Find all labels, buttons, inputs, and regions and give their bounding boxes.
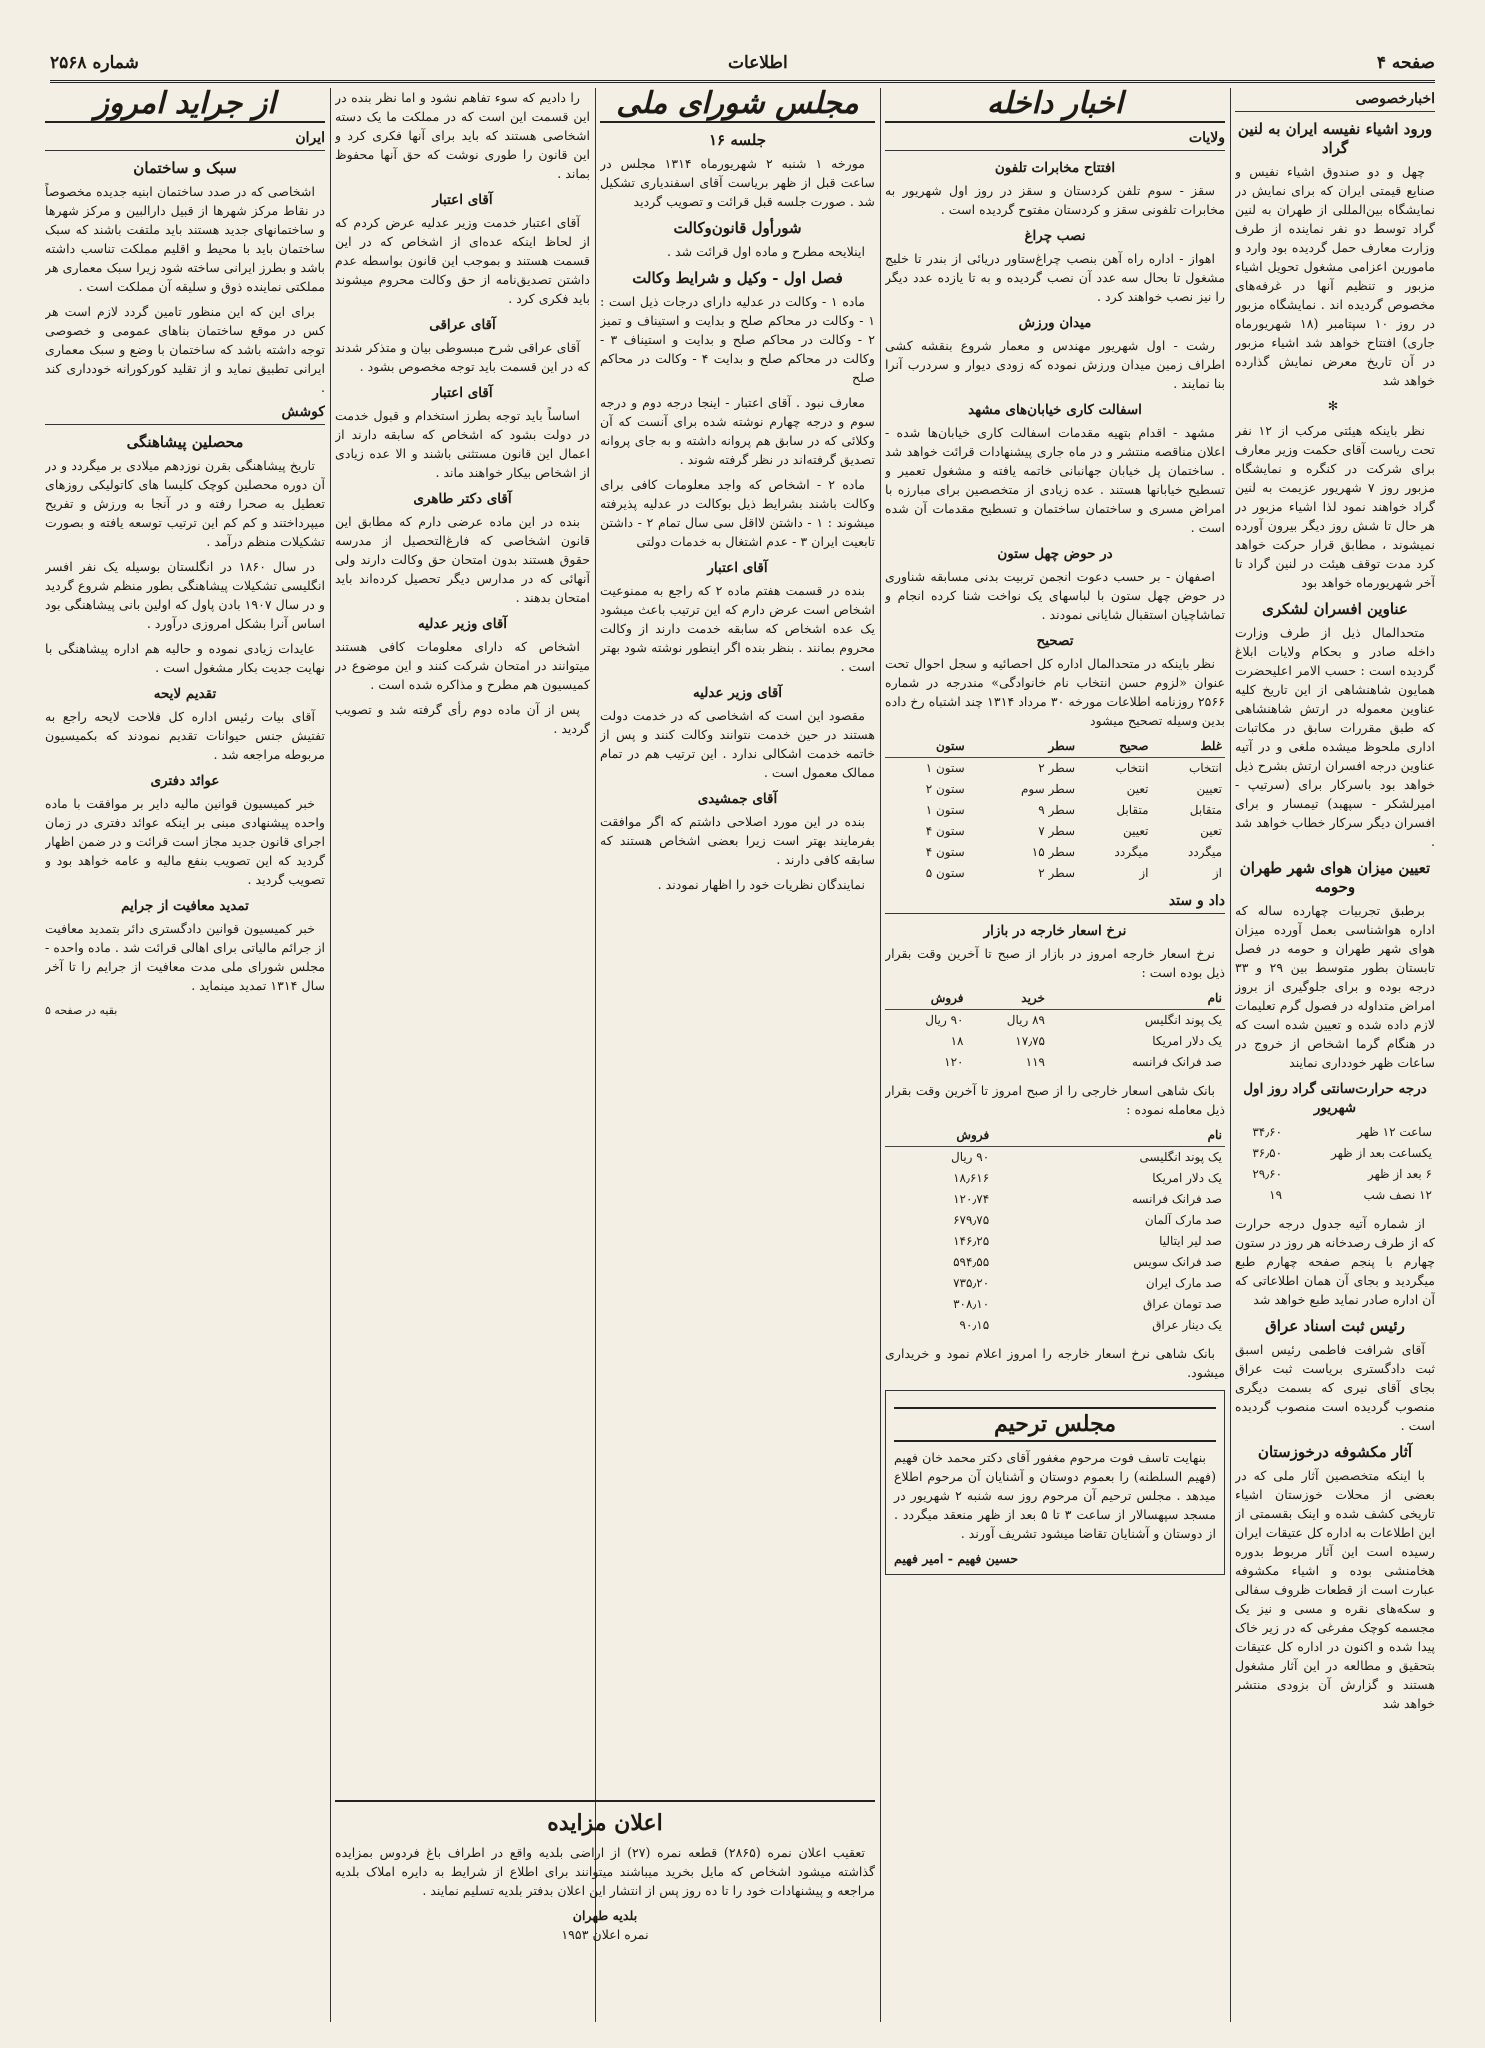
table-cell: صد مارک آلمان: [1144, 1213, 1222, 1227]
table-cell: یک دلار امریکا: [1152, 1034, 1222, 1048]
table-row: [885, 1031, 1225, 1052]
headline: نصب چراغ: [1024, 228, 1086, 244]
article-text: برای این که این منظور تامین گردد لازم است هر کس در موقع ساختمان بناهای عمومی و خصوصی توجه داشته باشد که ساختمان با وضع و سبک معماری ایرانی تطبیق نماید و از تقلید کورکورانه خودداری کند .: [45, 304, 325, 395]
article-text: سقز - سوم تلفن کردستان و سقز در روز اول شهریور به مخابرات تلفونی سقز و کردستان مفتوح گردیده است .: [885, 183, 1225, 217]
table-header: نام: [1048, 988, 1225, 1010]
table-cell: ستون ۴: [925, 845, 965, 859]
table-header-row: [885, 988, 1225, 1010]
table-row: [885, 1294, 1225, 1315]
table-row: [885, 1273, 1225, 1294]
article-text: آقای عراقی شرح مبسوطی بیان و متذکر شدند که در این قسمت باید توجه مخصوص بشود .: [335, 340, 590, 374]
headline: اسفالت کاری خیابان‌های مشهد: [968, 402, 1142, 418]
table-row: [885, 1010, 1225, 1032]
article-text: مورخه ۱ شنبه ۲ شهریورماه ۱۳۱۴ مجلس در ساعت قبل از ظهر بریاست آقای اسفندیاری تشکیل شد . صورت جلسه قبل قرائت و تصویب گردید: [600, 156, 875, 209]
article-text: تعقیب اعلان نمره (۲۸۶۵) قطعه نمره (۲۷) از اراضی بلدیه واقع در اطراف باغ فردوس بمزایده گذاشته میشود اشخاص که مایل بخرید میباشند میتوانند برای اطلاع از شرایط به دایره املاک بلدیه مراجعه و پیشنهادات خود را تا ده روز پس از انتشار این اعلان بدفتر بلدیه تسلیم نمایند .: [335, 1845, 875, 1898]
continued-note: بقیه در صفحه ۵: [45, 1004, 118, 1017]
table-cell: صد مارک ایران: [1145, 1276, 1222, 1290]
table-row: [885, 863, 1225, 884]
article-text: آقای بیات رئیس اداره کل فلاحت لایحه راجع به تفتیش جنس حیوانات تقدیم نمودند که بکمیسیون مربوطه مراجعه شد .: [45, 709, 325, 762]
table-header: نام: [992, 1125, 1225, 1147]
headline: در حوض چهل ستون: [997, 546, 1113, 562]
article-text: بانک شاهی اسعار خارجی را از صبح امروز تا آخرین وقت بقرار ذیل معامله نموده :: [885, 1083, 1225, 1117]
article-text: اهواز - اداره راه آهن بنصب چراغ‌ستاور دریائی از بندر تا خلیج مشغول تا بحال سه عدد آن نصب گردیده و به تا یازده عدد دیگر را نیز نصب خواهند کرد .: [885, 251, 1225, 304]
speaker-heading: آقای اعتبار: [432, 192, 493, 208]
masthead: [50, 46, 1435, 83]
article-text: نرخ اسعار خارجه امروز در بازار از صبح تا آخرین وقت بقرار ذیل بوده است :: [885, 946, 1225, 980]
auction-title: اعلان مزایده: [547, 1810, 663, 1836]
table-row: [1235, 1122, 1435, 1143]
table-cell: سطر ۲: [1038, 761, 1076, 775]
article-text: ماده ۲ - اشخاص که واجد معلومات کافی برای وکالت باشند بشرایط ذیل بوکالت در عدلیه پذیرفته میشوند : ۱ - داشتن لااقل سی سال تمام ۲ - داشتن تابعیت ایران ۳ - عدم اشتغال به خدمات دولتی: [600, 477, 875, 549]
headline: عوائد دفتری: [150, 773, 220, 789]
headline: عناوین افسران لشکری: [1262, 600, 1408, 618]
table-header-row: [885, 736, 1225, 758]
table-cell: صد فرانک سویس: [1133, 1255, 1222, 1269]
article-text: بنهایت تاسف فوت مرحوم مغفور آقای دکتر محمد خان فهیم (فهیم السلطنه) را بعموم دوستان و آشنایان آن مرحوم اطلاع میدهد . مجلس ترحیم آن مرحوم روز سه شنبه ۲ شهریور در مسجد سپهسالار از ساعت ۳ تا ۵ بعد از ظهر منعقد میگردد . از دوستان و آشنایان تقاضا میشود تشریف آورند .: [894, 1450, 1216, 1541]
table-cell: میگردد: [1114, 845, 1149, 859]
article-text: اشخاص که دارای معلومات کافی هستند میتوانند در امتحان شرکت کنند و این موضوع در کمیسیون هم مطرح و مذاکره شده است .: [335, 639, 590, 692]
table-cell: ساعت ۱۲ ظهر: [1357, 1125, 1432, 1139]
article-text: آقای اعتبار خدمت وزیر عدلیه عرض کردم که از لحاظ اینکه عده‌ای از اشخاص که در این قسمت هستند و بموجب این قانون بواسطه عدم داشتن تصدیق‌نامه از حق وکالت محروم میشوند باید فکری کرد .: [335, 215, 590, 306]
table-cell: متقابل: [1189, 803, 1222, 817]
table-row: [1235, 1185, 1435, 1206]
article-text: از شماره آتیه جدول درجه حرارت که از طرف رصدخانه هر روز در ستون چهارم با پنجم صفحه چهارم طبع میگردید و بجای آن همان اطلاعاتی که آن اداره صادر نماید طبع خواهد شد: [1235, 1216, 1435, 1307]
section-banner: مجلس شورای ملی: [600, 88, 875, 123]
article-text: پس از آن ماده دوم رأی گرفته شد و تصویب گردید .: [335, 702, 590, 736]
table-row: [885, 758, 1225, 780]
section-tag: ایران: [45, 129, 325, 151]
table-cell: ۷۳۵٫۲۰: [953, 1276, 990, 1290]
table-cell: ۳۶٫۵۰: [1252, 1146, 1283, 1160]
table-row: [1235, 1143, 1435, 1164]
signature: بلدیه طهران: [572, 1908, 638, 1923]
memorial-notice: [885, 1390, 1225, 1575]
headline: فصل اول - وکیل و شرایط وکالت: [632, 269, 843, 287]
table-header: سطر: [968, 736, 1078, 758]
article-text: اینلایحه مطرح و ماده اول قرائت شد .: [667, 244, 865, 259]
headline: تقدیم لایحه: [153, 686, 217, 702]
table-header: غلط: [1152, 736, 1225, 758]
divider-ornament: ✻: [1327, 398, 1343, 413]
article-text: ماده ۱ - وکالت در عدلیه دارای درجات ذیل است : ۱ - وکالت در محاکم صلح و بدایت و استیناف و تمیز ۲ - وکالت در محاکم صلح و بدایت و استیناف ۳ - وکالت در محاکم صلح و بدایت ۴ - وکالت در محاکم صلح: [600, 294, 875, 385]
page-number: صفحه ۴: [1376, 53, 1435, 73]
table-cell: میگردد: [1188, 845, 1222, 859]
table-row: [885, 1052, 1225, 1073]
notice-number: نمره اعلان ۱۹۵۳: [561, 1927, 649, 1942]
section-tag: اخبارخصوصی: [1235, 90, 1435, 112]
article-text: در سال ۱۸۶۰ در انگلستان بوسیله یک نفر افسر انگلیسی تشکیلات پیشاهنگی بطور منظم شروع گردید و در سال ۱۹۰۷ بادن پاول که اولین بانی پیشاهنگی بود اساس آنرا بشکل امروزی درآورد .: [45, 559, 325, 631]
article-text: اصفهان - بر حسب دعوت انجمن تربیت بدنی مسابقه شناوری در حوض چهل ستون با لباسهای یک نواخت شنا کرده انجام و تماشاچیان استقبال شایانی نمودند .: [885, 569, 1225, 622]
table-cell: یک دینار عراق: [1152, 1318, 1222, 1332]
table-cell: سطر ۲: [1038, 866, 1076, 880]
headline: تعیین میزان هوای شهر طهران وحومه: [1239, 859, 1431, 896]
headline: میدان ورزش: [1018, 315, 1092, 331]
column-rule: [880, 88, 881, 2022]
table-cell: ۲۹٫۶۰: [1252, 1167, 1283, 1181]
table-cell: ۳۴٫۶۰: [1252, 1125, 1283, 1139]
table-cell: ستون ۱: [925, 803, 965, 817]
table-header: فروش: [885, 1125, 992, 1147]
table-cell: تعین: [1126, 782, 1149, 796]
table-cell: ۶ بعد از ظهر: [1367, 1167, 1432, 1181]
table-row: [885, 1231, 1225, 1252]
table-cell: صد فرانک فرانسه: [1131, 1055, 1222, 1069]
speaker-heading: آقای وزیر عدلیه: [417, 616, 508, 632]
table-row: [885, 842, 1225, 863]
article-text: نظر باینکه هیئتی مرکب از ۱۲ نفر تحت ریاست آقای حکمت وزیر معارف برای شرکت در کنگره و نمایشگاه مزبور روز ۷ شهریور عزیمت به لنین گراد خواهند نمود لذا اشیاء مزبور در هر حال تا شش روز دیگر بیرون آورده نمیشوند ، مطابق قرار حرکت خواهد کرد مدت توقف هیئت در لنین گراد تا آخر شهریورماه خواهد بود: [1235, 423, 1435, 590]
exchange-rate-table: [885, 988, 1225, 1073]
article-text: نمایندگان نظریات خود را اظهار نمودند .: [657, 877, 865, 892]
article-text: چهل و دو صندوق اشیاء نفیس و صنایع قیمتی ایران که برای نمایش در نمایشگاه بین‌المللی از طهران به لنین گراد توسط دو نفر نماینده از طرف وزارت معارف حمل گردیده بود وارد و مامورین اعزامی مشغول تحویل اشیاء مزبور و تنظیم آنها در غرفه‌های مخصوص گردیده اند . نمایشگاه مزبور در روز ۱۰ سپتامبر (۱۸ شهریورماه جاری) افتتاح خواهد شد اشیاء مزبور در آن تاریخ معرض نمایش گذارده خواهد شد: [1235, 164, 1435, 388]
headline: تمدید معافیت از جرایم: [121, 898, 249, 914]
headline: تصحیح: [1036, 633, 1074, 649]
table-cell: ستون ۴: [925, 824, 965, 838]
section-banner: از جراید امروز: [45, 88, 325, 123]
table-row: [885, 1252, 1225, 1273]
table-row: [885, 821, 1225, 842]
table-cell: ۸۹ ریال: [1006, 1013, 1045, 1027]
table-header: ستون: [885, 736, 968, 758]
table-cell: ستون ۱: [925, 761, 965, 775]
column-rule: [595, 88, 596, 2022]
headline: رئیس ثبت اسناد عراق: [1265, 1317, 1405, 1335]
table-cell: ۱۸: [950, 1034, 964, 1048]
issue-number: شماره ۲۵۶۸: [50, 53, 139, 73]
table-cell: تعین: [1200, 824, 1222, 838]
table-cell: ۹۰ ریال: [950, 1150, 990, 1164]
table-cell: صد فرانک فرانسه: [1131, 1192, 1222, 1206]
table-cell: ستون ۵: [925, 866, 965, 880]
speaker-heading: آقای اعتبار: [707, 560, 768, 576]
bank-rate-table: [885, 1125, 1225, 1336]
headline: درجه حرارت‌سانتی گراد روز اول شهریور: [1243, 1081, 1427, 1116]
table-cell: ۹۰٫۱۵: [959, 1318, 990, 1332]
table-cell: سطر ۹: [1038, 803, 1076, 817]
article-text: مقصود این است که اشخاصی که در خدمت دولت هستند در حین خدمت نتوانند وکالت کنند و پس از خاتمه خدمت اشکالی ندارد . این ترتیب هم در تمام ممالک معمول است .: [600, 708, 875, 780]
section-banner: اخبار داخله: [885, 88, 1225, 123]
article-text: آقای شرافت فاطمی رئیس اسبق ثبت دادگستری بریاست ثبت عراق بجای آقای نیری که بسمت دیگری منصوب گردیده است منصوب گردیده است .: [1235, 1342, 1435, 1433]
table-row: [885, 779, 1225, 800]
table-row: [885, 800, 1225, 821]
headline: ورود اشیاء نفیسه ایران به لنین گراد: [1237, 120, 1433, 157]
table-cell: متقابل: [1116, 803, 1149, 817]
headline: شورأول قانون‌وکالت: [673, 219, 802, 237]
article-text: را دادیم که سوء تفاهم نشود و اما نظر بنده در این قسمت این است که در مملکت ما یک دسته اشخاصی هستند که باید برای آنها فکری کرد و این قانون را طوری نوشت که حق آنها محفوظ بماند .: [335, 90, 590, 181]
section-tag: داد و ستد: [885, 892, 1225, 914]
speaker-heading: آقای اعتبار: [432, 385, 493, 401]
speaker-heading: آقای وزیر عدلیه: [692, 685, 783, 701]
table-row: [885, 1189, 1225, 1210]
article-text: متحدالمال ذیل از طرف وزارت داخله صادر و بحکام ولایات ابلاغ گردیده است : حسب الامر اعلیحضرت همایون شاهنشاهی از این تاریخ کلیه عناوین معموله در ارتش شاهنشاهی که طبق مقررات سابق در مکاتبات اداری ملحوظ میشده ملغی و در آتیه عناوین درجه افسران ارتش بشرح ذیل خواهد بود باسرکار برای (سرتیپ - امیرلشکر - سپهبد) تیمسار و برای افسران دیگر سرکار خطاب خواهد شد .: [1235, 625, 1435, 849]
table-cell: صد تومان عراق: [1143, 1297, 1222, 1311]
column-press-review: [45, 88, 325, 2022]
table-cell: ۱۲ نصف شب: [1363, 1188, 1432, 1202]
column-parliament: [600, 88, 875, 1788]
article-text: خبر کمیسیون قوانین دادگستری دائر بتمدید معافیت از جرائم مالیاتی برای اهالی قرائت شد . ماده واحده - مجلس شورای ملی مدت معافیت از جرایم را تا آخر سال ۱۳۱۴ تمدید مینماید .: [45, 921, 325, 993]
article-text: نظر باینکه در متحدالمال اداره کل احصائیه و سجل احوال تحت عنوان «لزوم حسن انتخاب نام خانوادگی» مندرجه در شماره ۲۵۶۶ روزنامه اطلاعات مورخه ۳۰ مرداد ۱۳۱۴ چند اشتباه رخ داده بدین وسیله تصحیح میشود: [885, 656, 1225, 728]
article-text: عایدات زیادی نموده و حالیه هم اداره پیشاهنگی با نهایت جدیت بکار مشغول است .: [45, 641, 325, 675]
table-header: خرید: [967, 988, 1048, 1010]
article-text: بانک شاهی نرخ اسعار خارجه را امروز اعلام نمود و خریداری میشود.: [885, 1346, 1225, 1380]
section-tag: کوشش: [45, 403, 325, 425]
table-cell: تعیین: [1196, 782, 1222, 796]
article-text: معارف نبود . آقای اعتبار - اینجا درجه دوم و درجه سوم و درجه چهارم نوشته شده برای آنست که آن وکلائی که در سابق هم پروانه داشته و به جای پروانه تصدیق گرفته‌اند در نظر گرفته شوند .: [600, 395, 875, 467]
table-cell: یک پوند انگلیسی: [1139, 1150, 1222, 1164]
headline: جلسه ۱۶: [708, 131, 766, 149]
column-rule: [330, 88, 331, 2022]
temperature-table: [1235, 1122, 1435, 1206]
article-text: برطبق تجربیات چهارده ساله که اداره هواشناسی بعمل آورده میزان هوای شهر طهران و حومه در فصل تابستان بطور متوسط بین ۲۹ و ۳۳ درجه بوده و برای جلوگیری از بروز امراض متداوله در فصول گرم تعلیمات لازم داده شده و تعیین شده است که در هنگام گرما اشخاص از خروج در ساعات ظهر خودداری نمایند: [1235, 903, 1435, 1070]
table-cell: یک دلار امریکا: [1152, 1171, 1222, 1185]
headline: آثار مکشوفه درخوزستان: [1257, 1443, 1413, 1461]
table-cell: ستون ۲: [925, 782, 965, 796]
table-cell: تعیین: [1123, 824, 1149, 838]
table-cell: ۱۷٫۷۵: [1015, 1034, 1045, 1048]
headline: سبک و ساختمان: [133, 159, 237, 177]
table-cell: ۱۴۶٫۲۵: [953, 1234, 990, 1248]
auction-notice: [335, 1800, 875, 2017]
article-text: بنده در این ماده عرضی دارم که مطابق این قانون اشخاصی که فارغ‌التحصیل از مدرسه حقوق هستند بدون امتحان حق وکالت دارند ولی آنهائی که در مدارس دیگر تحصیل کرده‌اند باید امتحان بدهند .: [335, 514, 590, 605]
table-cell: ۳۰۸٫۱۰: [953, 1297, 990, 1311]
table-cell: از: [1212, 866, 1222, 880]
table-header: صحیح: [1078, 736, 1151, 758]
article-text: بنده در قسمت هفتم ماده ۲ که راجع به ممنوعیت اشخاص است عرض دارم که این ترتیب باعث میشود یک عده اشخاص که سابقه خدمت دارند از وکالت محروم بمانند . بنظر بنده اگر اینطور نوشته شود بهتر است .: [600, 583, 875, 674]
table-cell: از: [1139, 866, 1149, 880]
correction-table: [885, 736, 1225, 884]
article-text: اساساً باید توجه بطرز استخدام و قبول خدمت در دولت بشود که اشخاص که سابقه دارند از اعمال این قانون مستثنی باشند و الا عده زیادی از اشخاص بیکار خواهند ماند .: [335, 408, 590, 480]
table-header-row: [885, 1125, 1225, 1147]
table-row: [885, 1315, 1225, 1336]
article-text: بنده در این مورد اصلاحی داشتم که اگر موافقت بفرمایند بهتر است زیرا بعضی اشخاص هستند که سابقه کافی دارند .: [600, 814, 875, 867]
article-text: تاریخ پیشاهنگی بقرن نوزدهم میلادی بر میگردد و در آن دوره محصلین کوچک کلیسا های کاتولیکی روزهای تعطیل به صحرا رفته و در آنجا به ورزش و تفریح میپرداختند و کم کم این ترتیب توسعه یافته و بصورت تشکیلات منظم درآمد .: [45, 458, 325, 549]
table-row: [885, 1168, 1225, 1189]
column-private-news: [1235, 88, 1435, 2022]
table-cell: ۹۰ ریال: [925, 1013, 964, 1027]
table-cell: یکساعت بعد از ظهر: [1331, 1146, 1432, 1160]
signature: حسین فهیم - امیر فهیم: [894, 1551, 1019, 1566]
column-rule: [1230, 88, 1231, 2022]
table-cell: ۱۱۹: [1025, 1055, 1045, 1069]
table-cell: سطر ۷: [1038, 824, 1076, 838]
table-cell: انتخاب: [1189, 761, 1222, 775]
table-header: فروش: [885, 988, 967, 1010]
article-text: با اینکه متخصصین آثار ملی که در بعضی از محلات خوزستان اشیاء تاریخی کشف شده و اینک بقسمتی از این اطلاعات به اداره کل عتیقات ایران رسیده است این آثار مربوط بدوره هخامنشی بوده و اشیاء مکشوفه عبارت است از قطعات ظروف سفالی و سکه‌های نقره و مسی و نیز یک مجسمه کوچک مفرغی که در زیر خاک پیدا شده و اکنون در اداره کل عتیقات بتحقیق و مطالعه در این آثار مشغول هستند و گزارش آن بزودی منتشر خواهد شد: [1235, 1468, 1435, 1711]
table-cell: سطر ۱۵: [1031, 845, 1076, 859]
table-cell: ۶۷۹٫۷۵: [953, 1213, 990, 1227]
table-cell: انتخاب: [1115, 761, 1149, 775]
headline: نرخ اسعار خارجه در بازار: [983, 923, 1127, 939]
speaker-heading: آقای جمشیدی: [697, 791, 778, 807]
memorial-title: مجلس ترحیم: [894, 1407, 1216, 1442]
table-row: [885, 1210, 1225, 1231]
table-cell: ۱۹: [1269, 1188, 1283, 1202]
table-cell: صد لیر ایتالیا: [1159, 1234, 1222, 1248]
column-domestic-news: [885, 88, 1225, 2022]
speaker-heading: آقای دکتر طاهری: [413, 491, 512, 507]
table-cell: ۱۲۰: [944, 1055, 964, 1069]
article-text: رشت - اول شهریور مهندس و معمار شروع بنقشه کشی اطراف زمین میدان ورزش نموده که زودی دیوار و سردرب آنرا بنا نمایند .: [885, 338, 1225, 391]
table-cell: یک پوند انگلیس: [1144, 1013, 1222, 1027]
table-row: [1235, 1164, 1435, 1185]
paper-name: اطلاعات: [727, 53, 788, 73]
article-text: خبر کمیسیون قوانین مالیه دایر بر موافقت با ماده واحده پیشنهادی مبنی بر اینکه عوائد دفتری در زمان اجرای قانون جدید مجاز است قرائت و در ضمن اظهار گردید که این تصویب بنفع مالیه و عامه خواهد بود و تصویب گردید .: [45, 796, 325, 887]
headline: افتتاح مخابرات تلفون: [994, 160, 1116, 176]
table-cell: ۱۲۰٫۷۴: [953, 1192, 990, 1206]
table-row: [885, 1147, 1225, 1169]
column-parliament-continued: [335, 88, 590, 1788]
table-cell: سطر سوم: [1021, 782, 1076, 796]
section-tag: ولایات: [885, 129, 1225, 151]
table-cell: ۵۹۴٫۵۵: [953, 1255, 990, 1269]
article-text: مشهد - اقدام بتهیه مقدمات اسفالت کاری خیابان‌ها شده - اعلان مناقصه منتشر و در ماه جاری پیشنهادات قرائت خواهد شد . ساختمان پل خیابان جهانبانی خاتمه یافته و مشغول تعمیر و تسطیح خیابانها هستند . عده زیادی از متخصصین برای مبارزه با امراض مسری و ساختمان ساختمان و تسطیح مقدمات آن شده است .: [885, 425, 1225, 535]
headline: محصلین پیشاهنگی: [126, 433, 244, 451]
speaker-heading: آقای عراقی: [429, 317, 496, 333]
article-text: اشخاصی که در صدد ساختمان ابنیه جدیده مخصوصاً در نقاط مرکز شهرها از قبیل دارالبین و مرکز شهرها و ساختمانهای جدید هستند باید ملتفت باشند که سبک ساختمان باید با محیط و اقلیم مملکت تناسب داشته باشد و بطرز ایرانی ساخته شود زیرا سبک معماری هر مملکتی نماینده ذوق و سلیقه آن مملکت است .: [45, 184, 325, 294]
table-cell: ۱۸٫۶۱۶: [953, 1171, 990, 1185]
